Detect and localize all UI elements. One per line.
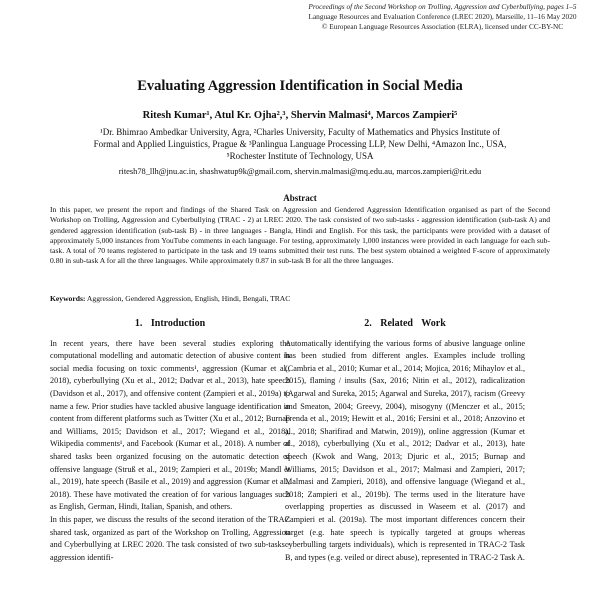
abstract-heading: Abstract — [283, 193, 317, 203]
author-emails: ritesh78_llh@jnu.ac.in, shashwatup9k@gmail.com, shervin.malmasi@mq.edu.au, marcos.zampieri@rit.edu — [118, 167, 482, 176]
keywords-text: Aggression, Gendered Aggression, English, Hindi, Bengali, TRAC — [86, 294, 291, 303]
paper-title: Evaluating Aggression Identification in Social Media — [137, 78, 463, 94]
affiliation-line-1: ¹Dr. Bhimrao Ambedkar University, Agra, ²Charles University, Faculty of Mathematics and Physics Institute of — [100, 127, 500, 137]
header-line-1: Proceedings of the Second Workshop on Trolling, Aggression and Cyberbullying, pages 1–5 — [308, 2, 577, 11]
keywords-label: Keywords: — [50, 294, 86, 303]
introduction-paragraph-1: In recent years, there have been several studies exploring the computational modelling and automatic detection of abusive content in social media focusing on toxic comments¹, aggression (Kumar et al., 2018), cyberbullying (Xu et al., 2012; Dadvar et al., 2013), hate speech (Davidson et al., 2017), and offensive content (Zampieri et al., 2019a) to name a few. Prior studies have tackled abusive language identification in content from different platforms such as Twitter (Xu et al., 2012; Burnap and Williams, 2015; Davidson et al., 2017; Wiegand et al., 2018), Wikipedia comments¹, and Facebook (Kumar et al., 2018). A number of shared tasks been organized focusing on the automatic detection of offensive language (Struß et al., 2019; Zampieri et al., 2019b; Mandl et al., 2019), hate speech (Basile et al., 2019) and aggression (Kumar et al., 2018). These have motivated the creation of for various languages such as English, German, Hindi, Italian, Spanish, and others. — [50, 338, 290, 512]
right-column — [285, 318, 525, 564]
header-line-3: © European Language Resources Association (ELRA), licensed under CC-BY-NC — [321, 22, 564, 31]
introduction-paragraph-2: In this paper, we discuss the results of the second iteration of the TRAC shared task, organized as part of the Workshop on Trolling, Aggression and Cyberbullying at LREC 2020. The task consisted of two sub-tasks - aggression identifi- — [50, 514, 290, 562]
introduction-heading: 1. Introduction — [134, 318, 206, 329]
related-work-paragraph-1: Automatically identifying the various forms of abusive language online has been studied from different angles. Examples include trolling (Cambria et al., 2010; Kumar et al., 2014; Mojica, 2016; Mihaylov et al., 2015), flaming / insults (Sax, 2016; Nitin et al., 2012), radicalization (Agarwal and Sureka, 2015; Agarwal and Sureka, 2017), racism (Greevy and Smeaton, 2004; Greevy, 2004), misogyny ((Menczer et al., 2015; Frenda et al., 2019; Hewitt et al., 2016; Fersini et al., 2018; Anzovino et al., 2018; Sharifirad and Matwin, 2019)), online aggression (Kumar et al., 2018), cyberbullying (Xu et al., 2012; Dadvar et al., 2013), hate speech (Kwok and Wang, 2013; Djuric et al., 2015; Burnap and Williams, 2015; Davidson et al., 2017; Malmasi and Zampieri, 2017; Malmasi and Zampieri, 2018), and offensive language (Wiegand et al., 2018; Zampieri et al., 2019b). The terms used in the literature have overlapping properties as discussed in Waseem et al. (2017) and Zampieri et al. (2019a). The most important differences concern their target (e.g. hate speech is typically targeted at groups whereas cyberbulling targets individuals), which is represented in TRAC-2 Task B, and types (e.g. veiled or direct abuse), represented in TRAC-2 Task A. — [285, 338, 525, 562]
keywords — [50, 294, 550, 303]
affiliation-line-3: ⁵Rochester Institute of Technology, USA — [226, 151, 374, 161]
abstract-text: In this paper, we present the report and findings of the Shared Task on Aggression and Gendered Aggression Identification organised as part of the Second Workshop on Trolling, Aggression and Cyberbullying (TRAC - 2) at LREC 2020. The task consisted of two sub-tasks - aggression identification (sub-task A) and gendered aggression identification (sub-task B) - in three languages - Bangla, Hindi and English. For this task, the participants were provided with a dataset of approximately 5,000 instances from YouTube comments in each language. For testing, approximately 1,000 instances were provided in each language for each sub-task. A total of 70 teams registered to participate in the task and 19 teams submitted their test runs. The best system obtained a weighted F-score of approximately 0.80 in sub-task A for all the three languages. While approximately 0.87 in sub-task B for all the three languages. — [50, 205, 550, 266]
author-list: Ritesh Kumar¹, Atul Kr. Ojha²,³, Shervin Malmasi⁴, Marcos Zampieri⁵ — [142, 110, 458, 121]
header-line-2: Language Resources and Evaluation Conference (LREC 2020), Marseille, 11–16 May 2020 — [308, 12, 577, 21]
affiliations — [40, 126, 560, 162]
proceedings-header — [290, 2, 595, 32]
affiliation-line-2: Formal and Applied Linguistics, Prague & ³Panlingua Language Processing LLP, New Delhi, ⁴Amazon Inc., USA, — [93, 139, 507, 149]
related-work-heading: 2. Related Work — [364, 318, 446, 329]
left-column — [50, 318, 290, 564]
